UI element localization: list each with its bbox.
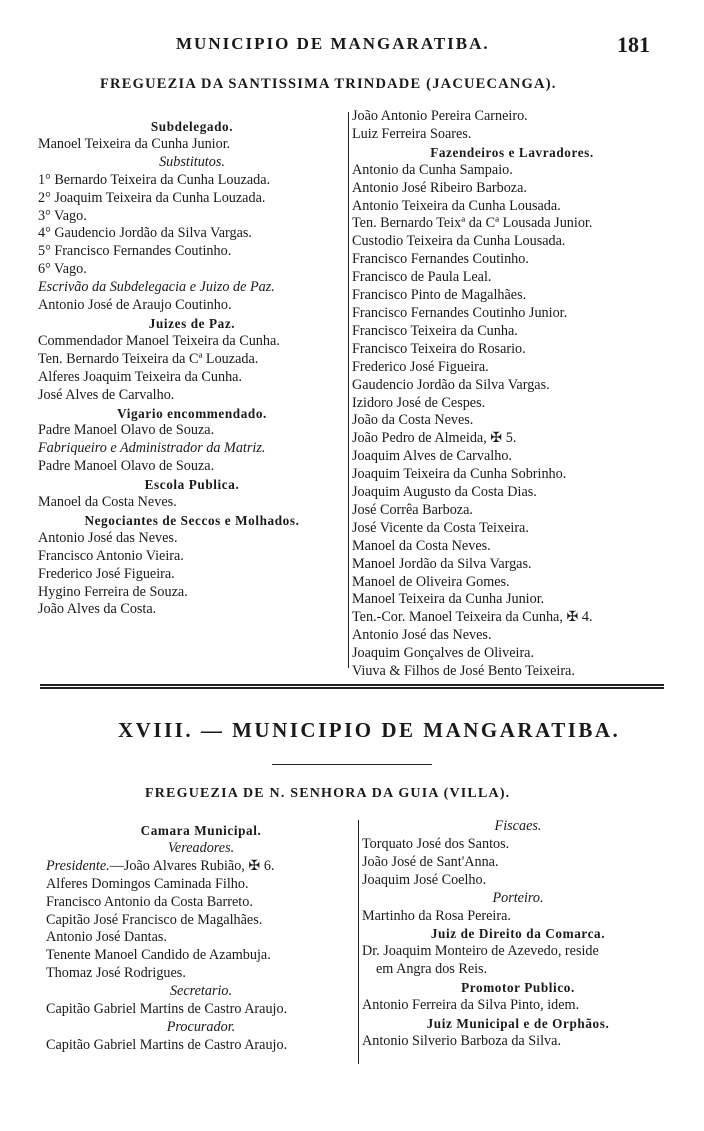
list-item: Ten. Bernardo Teixeira da Cª Louzada. — [38, 350, 259, 367]
running-header-title: MUNICIPIO DE MANGARATIBA. — [176, 34, 490, 53]
list-item: Antonio José das Neves. — [352, 627, 492, 644]
list-item: Capitão José Francisco de Magalhães. — [46, 911, 263, 928]
list-item: Antonio José Dantas. — [46, 929, 167, 946]
list-item: Frederico José Figueira. — [38, 565, 175, 582]
list-item: Commendador Manoel Teixeira da Cunha. — [38, 332, 280, 349]
list-item: Francisco Fernandes Coutinho. — [352, 251, 529, 268]
list-item: João Pedro de Almeida, ✠ 5. — [352, 430, 517, 447]
list-item: Hygino Ferreira de Souza. — [38, 583, 188, 600]
list-item: Antonio da Cunha Sampaio. — [352, 161, 513, 178]
role-heading: Fabriqueiro e Administrador da Matriz. — [38, 440, 266, 457]
section-heading: Vigario encommendado. — [117, 405, 267, 421]
list-item: Manoel da Costa Neves. — [352, 537, 491, 554]
section2-left-column — [46, 822, 356, 1055]
role-heading: Fiscaes. — [494, 818, 542, 834]
section1-left-column — [38, 118, 346, 619]
role-heading: Vereadores. — [167, 839, 235, 856]
list-item: Joaquim Teixeira da Cunha Sobrinho. — [352, 466, 567, 483]
list-item: Thomaz José Rodrigues. — [46, 965, 186, 982]
section-heading: Escola Publica. — [144, 477, 240, 493]
list-item: Joaquim Alves de Carvalho. — [352, 448, 512, 465]
running-header — [0, 34, 704, 58]
list-item: Alferes Joaquim Teixeira da Cunha. — [38, 368, 243, 385]
list-item: 6° Vago. — [38, 261, 87, 278]
list-item: Joaquim Augusto da Costa Dias. — [352, 484, 537, 501]
section2-subtitle: FREGUEZIA DE N. SENHORA DA GUIA (VILLA). — [145, 786, 511, 801]
list-item: Antonio Ferreira da Silva Pinto, idem. — [362, 997, 580, 1014]
list-item: 1° Bernardo Teixeira da Cunha Louzada. — [38, 171, 271, 188]
list-item-continuation: em Angra dos Reis. — [376, 961, 488, 978]
section2-right-column — [362, 818, 674, 1051]
list-item: Francisco Teixeira do Rosario. — [352, 340, 526, 357]
list-item: Martinho da Rosa Pereira. — [362, 907, 511, 924]
list-item: Ten.-Cor. Manoel Teixeira da Cunha, ✠ 4. — [352, 609, 593, 626]
list-item: João José de Sant'Anna. — [362, 853, 499, 870]
list-item: Capitão Gabriel Martins de Castro Araujo. — [46, 1036, 288, 1053]
president-label: Presidente. — [46, 857, 110, 874]
section2-title: XVIII. — MUNICIPIO DE MANGARATIBA. — [118, 718, 621, 742]
section-heading: Negociantes de Seccos e Molhados. — [84, 512, 300, 528]
list-item: 2° Joaquim Teixeira da Cunha Louzada. — [38, 189, 266, 206]
list-item: Alferes Domingos Caminada Filho. — [46, 875, 249, 892]
title-underline-rule — [272, 764, 432, 765]
list-item: José Vicente da Costa Teixeira. — [352, 519, 529, 536]
list-item: Francisco Fernandes Coutinho Junior. — [352, 304, 568, 321]
list-item: Padre Manoel Olavo de Souza. — [38, 458, 215, 475]
section1-title: FREGUEZIA DA SANTISSIMA TRINDADE (JACUECANGA). — [100, 76, 557, 92]
column-divider — [348, 112, 349, 668]
list-item: José Corrêa Barboza. — [352, 501, 473, 518]
section-heading: Subdelegado. — [150, 119, 234, 134]
list-item: 4° Gaudencio Jordão da Silva Vargas. — [38, 225, 252, 242]
role-heading: Procurador. — [166, 1018, 236, 1035]
list-item: Antonio Teixeira da Cunha Lousada. — [352, 197, 561, 214]
list-item: Joaquim Gonçalves de Oliveira. — [352, 645, 535, 662]
list-item: Gaudencio Jordão da Silva Vargas. — [352, 376, 550, 393]
list-item: Custodio Teixeira da Cunha Lousada. — [352, 233, 566, 250]
section1-right-column — [352, 108, 672, 681]
section-heading: Juizes de Paz. — [148, 315, 236, 331]
list-item: Viuva & Filhos de José Bento Teixeira. — [352, 663, 575, 680]
list-item: Francisco Pinto de Magalhães. — [352, 287, 527, 304]
list-item: Frederico José Figueira. — [352, 358, 489, 375]
role-heading: Escrivão da Subdelegacia e Juizo de Paz. — [38, 279, 275, 296]
list-item: João da Costa Neves. — [352, 412, 474, 429]
list-item: Joaquim José Coelho. — [362, 871, 487, 888]
list-item: João Alves da Costa. — [38, 601, 157, 618]
list-item: Antonio José das Neves. — [38, 529, 178, 546]
list-item: Manoel Teixeira da Cunha Junior. — [38, 135, 231, 152]
list-item: Torquato José dos Santos. — [362, 835, 510, 852]
column-divider-2 — [358, 820, 359, 1064]
list-item: Francisco Teixeira da Cunha. — [352, 322, 518, 339]
list-item: Ten. Bernardo Teixª da Cª Lousada Junior. — [352, 215, 593, 232]
list-item: Francisco Antonio da Costa Barreto. — [46, 893, 253, 910]
list-item: Manoel Jordão da Silva Vargas. — [352, 555, 532, 572]
page-number: 181 — [617, 32, 650, 57]
list-item: 3° Vago. — [38, 207, 87, 224]
list-item: Antonio José Ribeiro Barboza. — [352, 179, 527, 196]
list-item: Capitão Gabriel Martins de Castro Araujo. — [46, 1001, 288, 1018]
list-item: Antonio José de Araujo Coutinho. — [38, 297, 232, 314]
role-heading: Substitutos. — [159, 153, 225, 170]
list-item: Francisco Antonio Vieira. — [38, 547, 184, 564]
section-heading: Camara Municipal. — [140, 823, 262, 838]
section-heading: Juiz de Direito da Comarca. — [430, 926, 606, 942]
list-item: Manoel Teixeira da Cunha Junior. — [352, 591, 545, 608]
section-heading: Promotor Publico. — [461, 980, 575, 996]
list-item: Francisco de Paula Leal. — [352, 269, 492, 286]
list-item: 5° Francisco Fernandes Coutinho. — [38, 243, 232, 260]
list-item: Luiz Ferreira Soares. — [352, 125, 472, 142]
section-heading: Fazendeiros e Lavradores. — [430, 144, 594, 160]
president-entry — [46, 858, 356, 876]
list-item: Tenente Manoel Candido de Azambuja. — [46, 947, 271, 964]
role-heading: Porteiro. — [492, 889, 544, 906]
role-heading: Secretario. — [169, 983, 233, 1000]
section-heading: Juiz Municipal e de Orphãos. — [426, 1015, 610, 1031]
president-name: —João Alvares Rubião, ✠ 6. — [109, 857, 275, 874]
list-item: Antonio Silverio Barboza da Silva. — [362, 1032, 561, 1049]
list-item: Manoel da Costa Neves. — [38, 494, 177, 511]
list-item: Izidoro José de Cespes. — [352, 394, 486, 411]
list-item: Padre Manoel Olavo de Souza. — [38, 422, 215, 439]
section-separator-rule — [40, 684, 664, 689]
list-item: Manoel de Oliveira Gomes. — [352, 573, 510, 590]
list-item: José Alves de Carvalho. — [38, 386, 175, 403]
list-item: Dr. Joaquim Monteiro de Azevedo, reside — [362, 943, 599, 960]
list-item: João Antonio Pereira Carneiro. — [352, 108, 528, 124]
